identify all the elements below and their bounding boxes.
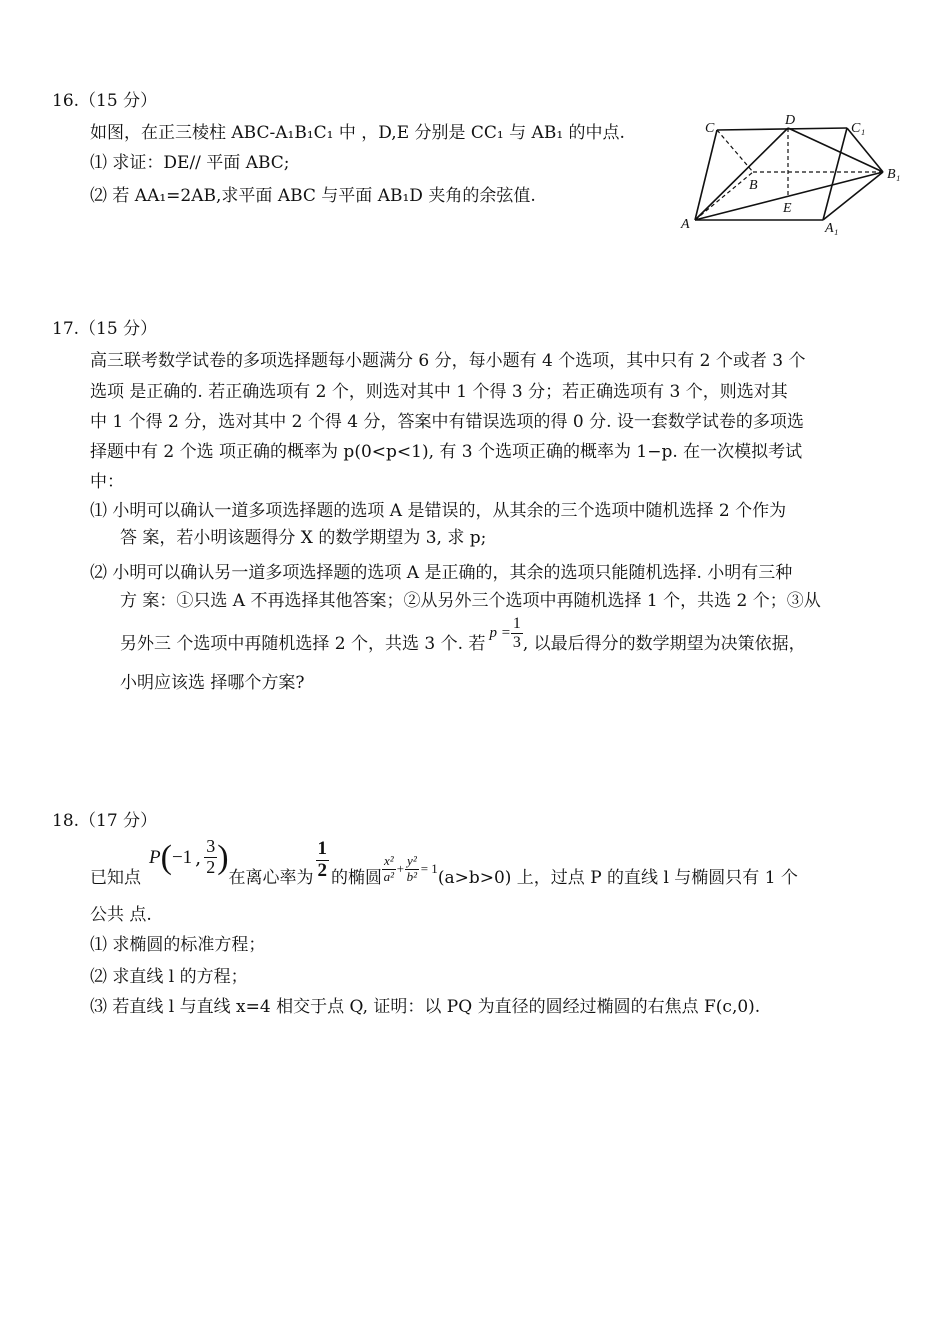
ellipse-rhs: = 1 bbox=[420, 861, 438, 877]
q17-part2-line2: 方 案：①只选 A 不再选择其他答案；②从另外三个选项中再随机选择 1 个，共选 2 个；③从 bbox=[120, 591, 821, 611]
q17-part2-line3 bbox=[120, 616, 806, 666]
q17-part2-line1: ⑵ 小明可以确认另一道多项选择题的选项 A 是正确的，其余的选项只能随机选择. 小明有三种 bbox=[90, 563, 793, 583]
plus-sign: + bbox=[396, 861, 405, 877]
q17-stem-line2: 选项 是正确的. 若正确选项有 2 个，则选对其中 1 个得 3 分；若正确选项有 3 个，则选对其 bbox=[90, 382, 788, 402]
right-paren: ) bbox=[217, 838, 229, 876]
edge-d-b1 bbox=[788, 128, 883, 172]
q18-part3: ⑶ 若直线 l 与直线 x=4 相交于点 Q, 证明：以 PQ 为直径的圆经过椭圆的右焦点 F(c,0). bbox=[90, 997, 761, 1017]
q18-post: (a>b>0) 上，过点 P 的直线 l 与椭圆只有 1 个 bbox=[437, 868, 798, 888]
p-symbol: p = bbox=[489, 624, 511, 641]
edge-c-a bbox=[695, 130, 717, 220]
q16-heading: 16.（15 分） bbox=[52, 91, 158, 111]
point-y-den: 2 bbox=[206, 857, 216, 878]
q16-part1: ⑴ 求证：DE// 平面 ABC; bbox=[90, 153, 290, 173]
y-term-den: b² bbox=[406, 868, 418, 884]
q17-stem-line4: 择题中有 2 个选 项正确的概率为 p(0<p<1), 有 3 个选项正确的概率为 1−p. 在一次模拟考试 bbox=[90, 442, 803, 462]
q18-heading: 18.（17 分） bbox=[52, 811, 158, 831]
q18-pre: 已知点 bbox=[90, 868, 141, 888]
y-term bbox=[405, 854, 419, 884]
q17-part2-line3-post: , 以最后得分的数学期望为决策依据， bbox=[522, 633, 806, 654]
label-c: C bbox=[705, 121, 715, 136]
q17-stem-line3: 中 1 个得 2 分，选对其中 2 个得 4 分，答案中有错误选项的得 0 分. 设一套数学试卷的多项选 bbox=[90, 412, 804, 432]
label-e: E bbox=[783, 201, 792, 216]
q17-part2-line3-pre: 另外三 个选项中再随机选择 2 个，共选 3 个. 若 bbox=[120, 633, 486, 654]
point-p bbox=[149, 837, 229, 878]
label-a1: A₁ bbox=[825, 221, 839, 236]
q18-stem-line1 bbox=[90, 836, 798, 892]
q18-mid2: 的椭圆 bbox=[331, 868, 383, 888]
ecc-num: 1 bbox=[317, 838, 328, 860]
fraction-one-third bbox=[511, 615, 523, 651]
edge-c-b bbox=[717, 130, 753, 172]
point-x: −1 bbox=[171, 846, 193, 868]
ecc-den: 2 bbox=[317, 860, 328, 882]
label-b: B bbox=[749, 178, 758, 193]
label-c1: C₁ bbox=[851, 121, 866, 136]
q17-heading: 17.（15 分） bbox=[52, 319, 158, 339]
x-term-den: a² bbox=[383, 868, 395, 884]
fraction-numerator: 1 bbox=[512, 614, 521, 632]
eccentricity-fraction bbox=[316, 839, 330, 882]
q18-part2: ⑵ 求直线 l 的方程； bbox=[90, 967, 248, 987]
point-comma: , bbox=[195, 846, 202, 869]
q17-stem-line1: 高三联考数学试卷的多项选择题每小题满分 6 分，每小题有 4 个选项，其中只有 2 个或者 3 个 bbox=[90, 351, 806, 371]
x-term-num: x² bbox=[384, 853, 394, 869]
edge-a-d bbox=[695, 128, 788, 220]
edge-c1-a1 bbox=[823, 128, 847, 220]
q18-part1: ⑴ 求椭圆的标准方程； bbox=[90, 935, 266, 955]
y-term-num: y² bbox=[407, 853, 417, 869]
q17-part2-line4: 小明应该选 择哪个方案? bbox=[120, 673, 305, 693]
label-a: A bbox=[681, 217, 690, 232]
q18-stem-line2: 公共 点. bbox=[90, 905, 152, 925]
q18-mid1: 在离心率为 bbox=[228, 868, 314, 888]
point-y-num: 3 bbox=[206, 836, 216, 857]
q16-part2: ⑵ 若 AA₁=2AB,求平面 ABC 与平面 AB₁D 夹角的余弦值. bbox=[90, 186, 536, 206]
edge-c-c1 bbox=[717, 128, 847, 130]
q17-stem-line5: 中： bbox=[90, 472, 124, 492]
q17-part1-line1: ⑴ 小明可以确认一道多项选择题的选项 A 是错误的，从其余的三个选项中随机选择 2 个作为 bbox=[90, 501, 787, 521]
label-d: D bbox=[785, 113, 796, 128]
left-paren: ( bbox=[160, 838, 172, 876]
q17-part1-line2: 答 案，若小明该题得分 X 的数学期望为 3, 求 p; bbox=[120, 528, 487, 548]
ellipse-equation bbox=[382, 854, 438, 884]
fraction-denominator: 3 bbox=[512, 633, 521, 651]
point-y-fraction bbox=[204, 837, 217, 878]
prism-figure bbox=[675, 112, 915, 237]
x-term bbox=[382, 854, 396, 884]
q16-stem: 如图，在正三棱柱 ABC-A₁B₁C₁ 中 ，D,E 分别是 CC₁ 与 AB₁ 的中点. bbox=[90, 123, 625, 143]
point-name: P bbox=[149, 846, 161, 868]
label-b1: B₁ bbox=[887, 167, 901, 182]
